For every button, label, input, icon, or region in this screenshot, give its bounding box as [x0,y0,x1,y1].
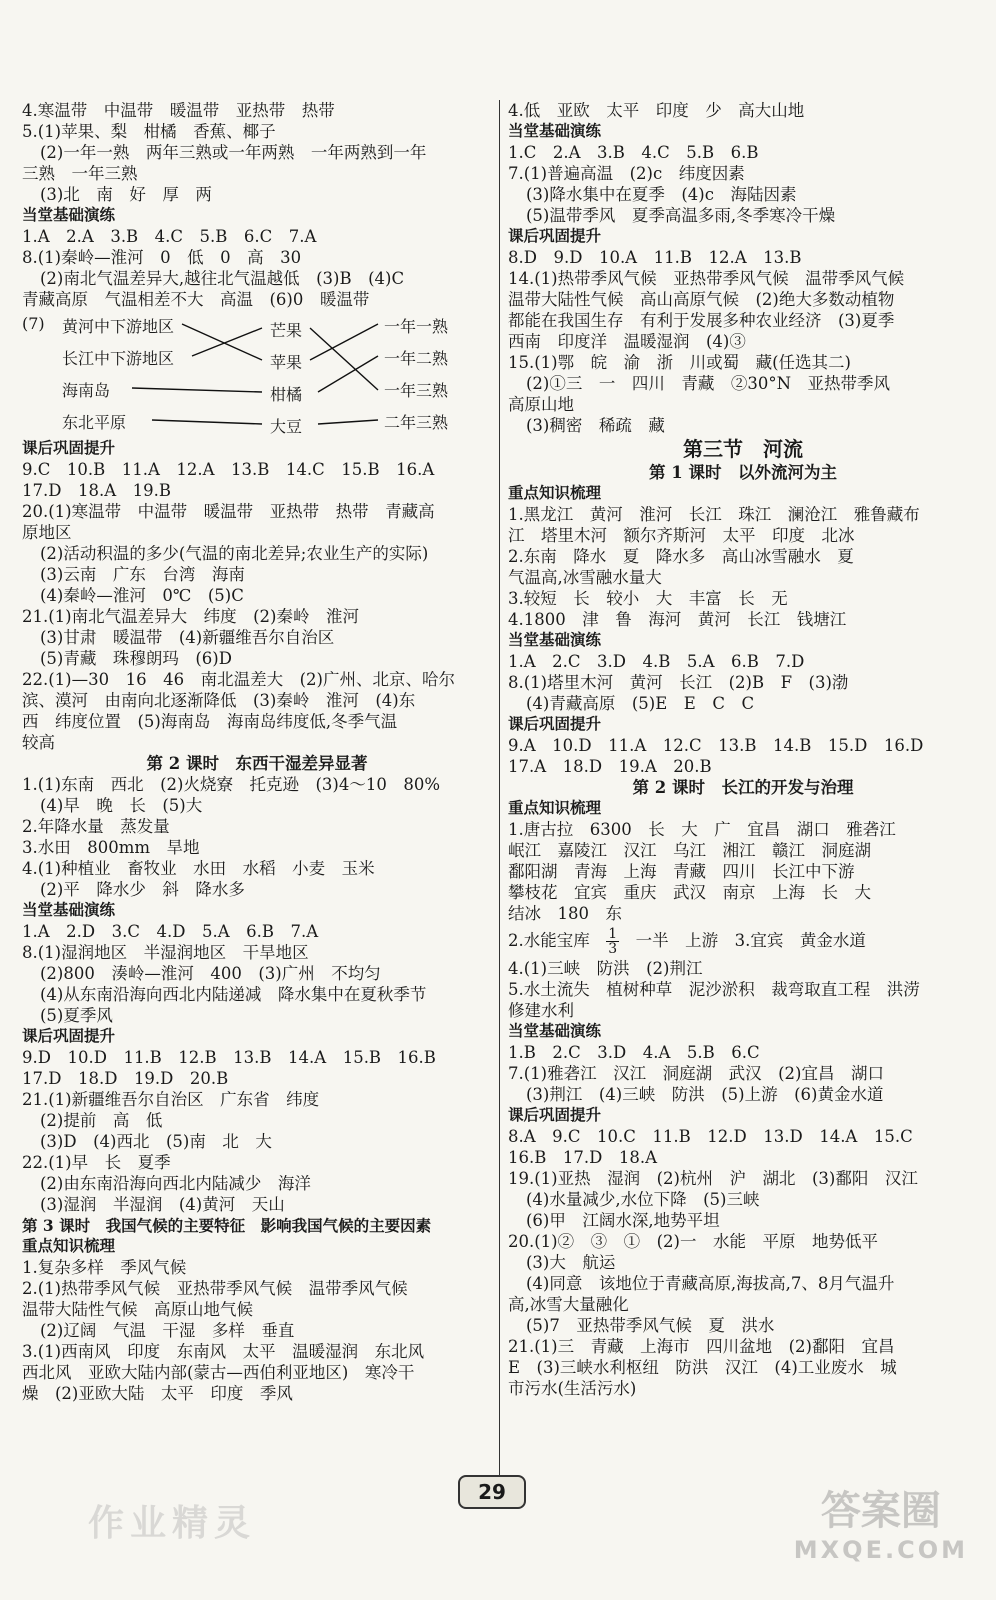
answer-line: 2.年降水量 蒸发量 [22,817,170,836]
lesson-title: 第 3 课时 我国气候的主要特征 影响我国气候的主要因素 [22,1216,432,1235]
match-crop: 苹果 [270,353,303,372]
answer-line: 1.A 2.A 3.B 4.C 5.B 6.C 7.A [22,227,317,246]
lesson-title: 第三节 河流 [683,437,803,461]
answer-line: 16.B 17.D 18.A [508,1148,657,1167]
answer-line: 9.C 10.B 11.A 12.A 13.B 14.C 15.B 16.A [22,460,435,479]
answer-line: 7.(1)雅砻江 汉江 洞庭湖 武汉 (2)宜昌 湖口 [508,1064,884,1083]
answer-line: 滨、漠河 由南向北逐渐降低 (3)秦岭 淮河 (4)东 [22,691,416,710]
match-number: (7) [22,314,45,333]
answer-line: (5)7 亚热带季风气候 夏 洪水 [526,1316,775,1335]
section-heading: 当堂基础演练 [508,631,602,649]
match-lines [22,310,492,438]
answer-line: 17.D 18.A 19.B [22,481,171,500]
answer-line: 高原山地 [508,395,574,414]
match-crop: 柑橘 [270,385,303,404]
watermark-right: 答案圈 MXQE.COM [793,1488,968,1564]
answer-line: 青藏高原 气温相差不大 高温 (6)0 暖温带 [22,290,370,309]
match-region: 长江中下游地区 [62,349,175,368]
fraction-line: 2.水能宝库 $\frac{1}{3}$ 一半 上游 3.宜宾 黄金水道 [508,926,866,957]
match-cycle: 一年三熟 [384,381,449,400]
answer-line: 19.(1)亚热 湿润 (2)杭州 沪 湖北 (3)鄱阳 汉江 [508,1169,918,1188]
answer-line: 1.A 2.C 3.D 4.B 5.A 6.B 7.D [508,652,805,671]
answer-line: 4.1800 津 鲁 海河 黄河 长江 钱塘江 [508,610,847,629]
match-region: 黄河中下游地区 [62,317,175,336]
answer-line: (4)同意 该地位于青藏高原,海拔高,7、8月气温升 [526,1274,895,1293]
answer-line: (2)平 降水少 斜 降水多 [40,880,245,899]
answer-line: 鄱阳湖 青海 上海 青藏 四川 长江中下游 [508,862,855,881]
answer-line: (2)由东南沿海向西北内陆减少 海洋 [40,1174,311,1193]
answer-page [22,100,978,1470]
answer-line: (6)甲 江阔水深,地势平坦 [526,1211,720,1230]
answer-line: 1.A 2.D 3.C 4.D 5.A 6.B 7.A [22,922,319,941]
answer-line: 4.低 亚欧 太平 印度 少 高大山地 [508,101,805,120]
answer-line: 22.(1)—30 16 46 南北温差大 (2)广州、北京、哈尔 [22,670,455,689]
answer-line: (4)从东南沿海向西北内陆递减 降水集中在夏秋季节 [40,985,427,1004]
left-answers-top [22,100,492,310]
answer-line: 温带大陆性气候 高山高原气候 (2)绝大多数动植物 [508,290,895,309]
column-divider [499,100,500,1480]
answer-line: 3.(1)西南风 印度 东南风 太平 温暖湿润 东北风 [22,1342,425,1361]
answer-line: 5.(1)苹果、梨 柑橘 香蕉、椰子 [22,122,276,141]
answer-line: 1.B 2.C 3.D 4.A 5.B 6.C [508,1043,760,1062]
answer-line: (3)北 南 好 厚 两 [40,185,212,204]
answer-line: 西北风 亚欧大陆内部(蒙古—西伯利亚地区) 寒冷干 [22,1363,415,1382]
section-heading: 课后巩固提升 [508,715,602,733]
answer-line: (4)早 晚 长 (5)大 [40,796,203,815]
answer-line: 燥 (2)亚欧大陆 太平 印度 季风 [22,1384,293,1403]
answer-line: 8.(1)秦岭—淮河 0 低 0 高 30 [22,248,302,267]
watermark-left: 作业精灵 [88,1503,257,1544]
match-crop: 大豆 [270,417,303,436]
section-heading: 当堂基础演练 [22,901,116,919]
answer-line: 21.(1)南北气温差异大 纬度 (2)秦岭 淮河 [22,607,359,626]
answer-line: 7.(1)普遍高温 (2)c 纬度因素 [508,164,745,183]
answer-line: 3.较短 长 较小 大 丰富 长 无 [508,589,788,608]
match-region: 东北平原 [62,413,127,432]
answer-line: 20.(1)② ③ ① (2)一 水能 平原 地势低平 [508,1232,878,1251]
match-line [310,324,378,360]
answer-line: 温带大陆性气候 高原山地气候 [22,1300,253,1319]
answer-line: 5.水土流失 植树种草 泥沙淤积 裁弯取直工程 洪涝 [508,980,920,999]
answer-line: 8.(1)湿润地区 半湿润地区 干旱地区 [22,943,309,962]
answer-line: (3)湿润 半湿润 (4)黄河 天山 [40,1195,285,1214]
answer-line: (3)D (4)西北 (5)南 北 大 [40,1132,272,1151]
section-heading: 当堂基础演练 [508,1022,602,1040]
answer-line: 高,冰雪大量融化 [508,1295,629,1314]
match-line [132,388,262,392]
page-number: 29 [458,1475,526,1509]
answer-line: (3)稠密 稀疏 藏 [526,416,665,435]
match-region: 海南岛 [62,381,111,400]
answer-line: 17.D 18.D 19.D 20.B [22,1069,229,1088]
answer-line: (2)活动积温的多少(气温的南北差异;农业生产的实际) [40,544,429,563]
answer-line: (4)青藏高原 (5)E E C C [526,694,755,713]
section-heading: 重点知识梳理 [508,799,602,817]
section-heading: 课后巩固提升 [508,1106,602,1124]
answer-line: (4)秦岭—淮河 0℃ (5)C [40,586,244,605]
answer-line: 14.(1)热带季风气候 亚热带季风气候 温带季风气候 [508,269,905,288]
answer-line: 都能在我国生存 有利于发展多种农业经济 (3)夏季 [508,311,895,330]
lesson-title: 第 1 课时 以外流河为主 [649,463,837,482]
answer-line: 15.(1)鄂 皖 渝 浙 川或蜀 藏(任选其二) [508,353,851,372]
answer-line: E (3)三峡水利枢纽 防洪 汉江 (4)工业废水 城 [508,1358,897,1377]
lesson-title: 第 2 课时 东西干湿差异显著 [146,754,368,773]
answer-line: 气温高,冰雪融水量大 [508,568,662,587]
answer-line: 21.(1)三 青藏 上海市 四川盆地 (2)鄱阳 宜昌 [508,1337,895,1356]
fraction: $\frac{1}{3}$ [608,926,618,957]
answer-line: 22.(1)早 长 夏季 [22,1153,171,1172]
match-cycle: 一年二熟 [384,349,449,368]
answer-line: 三熟 一年三熟 [22,164,138,183]
answer-line: 8.A 9.C 10.C 11.B 12.D 13.D 14.A 15.C [508,1127,913,1146]
right-column [508,100,978,1399]
answer-line: 4.寒温带 中温带 暖温带 亚热带 热带 [22,101,335,120]
answer-line: 1.(1)东南 西北 (2)火烧寮 托克逊 (3)4～10 80% [22,775,441,794]
matching-diagram [22,310,492,438]
answer-line: (2)一年一熟 两年三熟或一年两熟 一年两熟到一年 [40,143,427,162]
answer-line: 攀枝花 宜宾 重庆 武汉 南京 上海 长 大 [508,883,871,902]
answer-line: 20.(1)寒温带 中温带 暖温带 亚热带 热带 青藏高 [22,502,435,521]
answer-line: (3)甘肃 暖温带 (4)新疆维吾尔自治区 [40,628,335,647]
right-answers-bottom [508,958,978,1399]
match-cycle: 一年一熟 [384,317,449,336]
match-line [152,420,262,424]
answer-line: 西南 印度洋 温暖湿润 (4)③ [508,332,746,351]
match-line [192,328,262,356]
answer-line: (2)①三 一 四川 青藏 ②30°N 亚热带季风 [526,374,891,393]
section-heading: 课后巩固提升 [22,439,116,457]
answer-line: (2)辽阔 气温 干湿 多样 垂直 [40,1321,295,1340]
answer-line: 1.C 2.A 3.B 4.C 5.B 6.B [508,143,759,162]
answer-line: 1.唐古拉 6300 长 大 广 宜昌 湖口 雅砻江 [508,820,896,839]
answer-line: 8.D 9.D 10.A 11.B 12.A 13.B [508,248,802,267]
section-heading: 重点知识梳理 [508,484,602,502]
answer-line: 21.(1)新疆维吾尔自治区 广东省 纬度 [22,1090,320,1109]
answer-line: (5)青藏 珠穆朗玛 (6)D [40,649,232,668]
answer-line: (5)温带季风 夏季高温多雨,冬季寒冷干燥 [526,206,836,225]
match-cycle: 二年三熟 [384,413,449,432]
answer-line: 1.复杂多样 季风气候 [22,1258,187,1277]
answer-line: 4.(1)三峡 防洪 (2)荆江 [508,959,703,978]
answer-line: 结冰 180 东 [508,904,622,923]
answer-line: 西 纬度位置 (5)海南岛 海南岛纬度低,冬季气温 [22,712,398,731]
answer-line: 8.(1)塔里木河 黄河 长江 (2)B F (3)渤 [508,673,849,692]
answer-line: (3)降水集中在夏季 (4)c 海陆因素 [526,185,797,204]
answer-line: 2.(1)热带季风气候 亚热带季风气候 温带季风气候 [22,1279,408,1298]
answer-line: (4)水量减少,水位下降 (5)三峡 [526,1190,760,1209]
answer-line: 3.水田 800mm 旱地 [22,838,200,857]
section-heading: 课后巩固提升 [22,1027,116,1045]
match-line [318,420,378,424]
match-crop: 芒果 [270,321,303,340]
match-line [310,328,378,390]
answer-line: 17.A 18.D 19.A 20.B [508,757,712,776]
answer-line: (2)南北气温差异大,越往北气温越低 (3)B (4)C [40,269,405,288]
answer-line: 4.(1)种植业 畜牧业 水田 水稻 小麦 玉米 [22,859,375,878]
answer-line: 江 塔里木河 额尔齐斯河 太平 印度 北冰 [508,526,855,545]
left-column [22,100,492,1404]
section-heading: 课后巩固提升 [508,227,602,245]
match-line [318,356,378,392]
answer-line: 较高 [22,733,55,752]
section-heading: 当堂基础演练 [22,206,116,224]
answer-line: 市污水(生活污水) [508,1379,637,1398]
right-answers-top [508,100,978,924]
section-heading: 当堂基础演练 [508,122,602,140]
lesson-title: 第 2 课时 长江的开发与治理 [632,778,854,797]
section-heading: 重点知识梳理 [22,1237,116,1255]
answer-line: (3)云南 广东 台湾 海南 [40,565,245,584]
answer-line: (3)荆江 (4)三峡 防洪 (5)上游 (6)黄金水道 [526,1085,884,1104]
answer-line: 原地区 [22,523,72,542]
left-answers-bottom [22,438,492,1404]
answer-line: 2.东南 降水 夏 降水多 高山冰雪融水 夏 [508,547,854,566]
answer-line: (2)提前 高 低 [40,1111,163,1130]
answer-line: 1.黑龙江 黄河 淮河 长江 珠江 澜沧江 雅鲁藏布 [508,505,920,524]
answer-line: (2)800 湊岭—淮河 400 (3)广州 不均匀 [40,964,381,983]
answer-line: 修建水利 [508,1001,574,1020]
answer-line: (5)夏季风 [40,1006,113,1025]
answer-line: 9.A 10.D 11.A 12.C 13.B 14.B 15.D 16.D [508,736,924,755]
answer-line: 岷江 嘉陵江 汉江 乌江 湘江 赣江 洞庭湖 [508,841,871,860]
answer-line: (3)大 航运 [526,1253,616,1272]
answer-line: 9.D 10.D 11.B 12.B 13.B 14.A 15.B 16.B [22,1048,436,1067]
